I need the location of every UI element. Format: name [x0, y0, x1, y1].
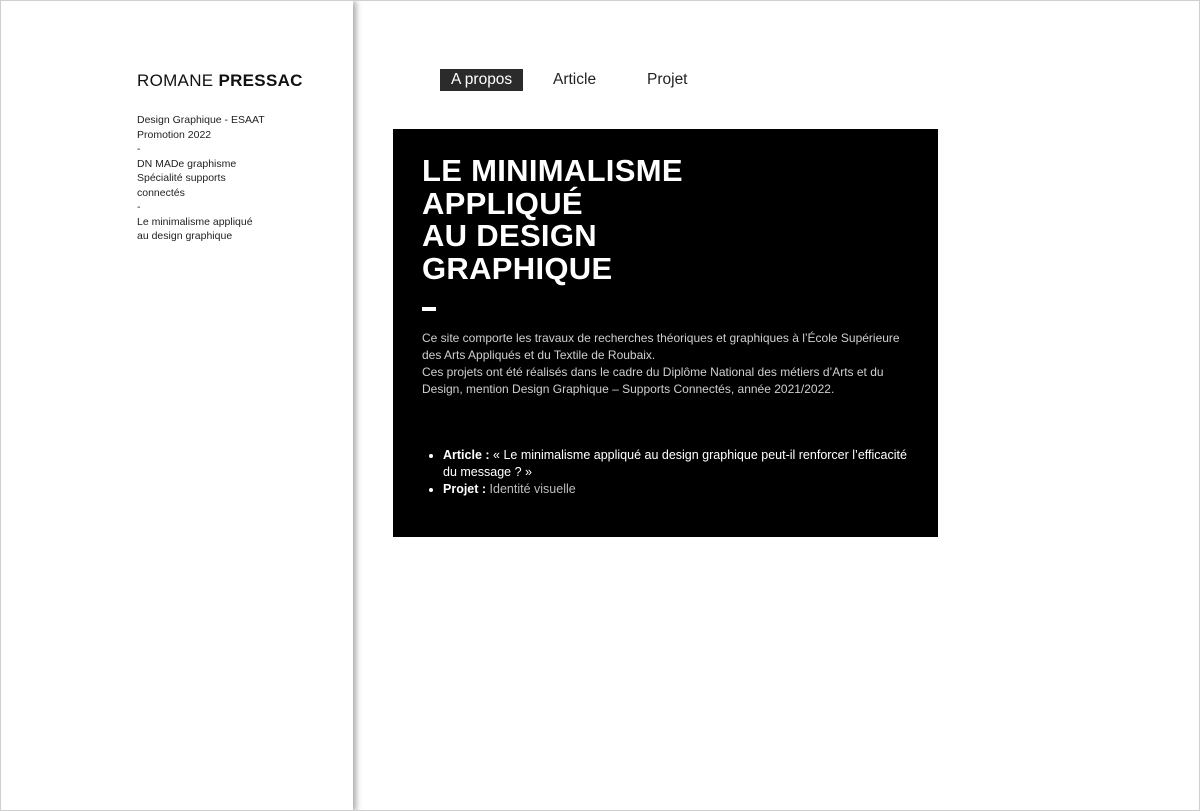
brand-first-name: ROMANE	[137, 71, 214, 90]
nav-item-projet[interactable]: Projet	[647, 71, 688, 88]
link-item-article[interactable]	[443, 447, 913, 481]
nav-item-a-propos[interactable]: A propos	[440, 69, 523, 91]
page-title-line: LE MINIMALISME	[422, 153, 683, 188]
link-label: Projet :	[443, 482, 487, 496]
sidebar-info-line: DN MADe graphisme	[137, 157, 237, 170]
sidebar-info-line: -	[137, 143, 141, 155]
link-text[interactable]: Identité visuelle	[489, 482, 576, 496]
page-title	[422, 155, 683, 285]
intro-paragraph: Ce site comporte les travaux de recherches théoriques et graphiques à l’École Supérieure des Arts Appliqués et du Textile de Roubaix.	[422, 331, 900, 362]
intro-text	[422, 330, 912, 398]
sidebar-info-line: Promotion 2022	[137, 128, 212, 141]
sidebar-info-line: au design graphique	[137, 230, 233, 242]
sidebar-info	[137, 113, 287, 244]
sidebar-info-line: Le minimalisme appliqué	[137, 215, 253, 228]
page-title-line: GRAPHIQUE	[422, 250, 613, 286]
site-brand[interactable]	[137, 71, 303, 91]
content-links	[422, 447, 913, 498]
page-title-line: APPLIQUÉ	[422, 185, 583, 221]
nav-item-article[interactable]: Article	[553, 71, 597, 88]
sidebar-info-line: Spécialité supports	[137, 172, 226, 184]
page-title-line: AU DESIGN	[422, 218, 597, 253]
link-label: Article :	[443, 448, 490, 462]
intro-card	[393, 129, 938, 537]
intro-paragraph: Ces projets ont été réalisés dans le cadre du Diplôme National des métiers d’Arts et du Design, mention Design Graphique – Supports Connectés, année 2021/2022.	[422, 365, 884, 396]
sidebar-info-line: connectés	[137, 186, 185, 199]
link-text[interactable]: « Le minimalisme appliqué au design graphique peut-il renforcer l’efficacité du message ? »	[443, 448, 907, 479]
brand-last-name: PRESSAC	[218, 71, 303, 90]
link-item-projet[interactable]	[443, 481, 913, 498]
sidebar	[1, 1, 353, 811]
title-divider	[422, 307, 436, 311]
sidebar-info-line: Design Graphique - ESAAT	[137, 114, 265, 126]
sidebar-info-line: -	[137, 201, 141, 213]
